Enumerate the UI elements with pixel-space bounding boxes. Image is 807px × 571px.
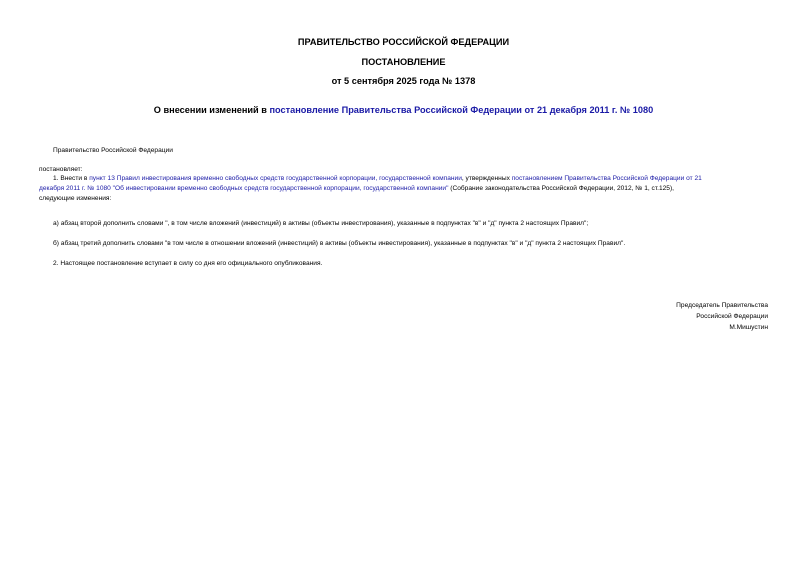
subject-link[interactable]: постановление Правительства Российской Федерации от 21 декабря 2011 г. № 1080	[269, 105, 654, 115]
paragraph-1-lead: 1. Внести в	[53, 175, 90, 182]
paragraph-1-mid: , утвержденных	[461, 175, 512, 182]
government-name: Правительство Российской Федерации	[53, 147, 173, 154]
paragraph-1-line-3: следующие изменения:	[39, 195, 112, 202]
paragraph-1	[39, 174, 767, 204]
rules-item-13-link[interactable]: пункт 13 Правил инвестирования временно свободных средств государственной корпорации, государственной компании	[89, 175, 462, 182]
date-number-heading: от 5 сентября 2025 года № 1378	[331, 76, 476, 86]
resolution-1080-link-part-2[interactable]: декабря 2011 г. № 1080 "Об инвестировании временно свободных средств государственной корпорации, государственной компании"	[39, 185, 449, 192]
paragraph-1-line-2	[39, 184, 767, 194]
subject-prefix: О внесении изменений в	[153, 105, 270, 115]
resolves-word: постановляет:	[39, 166, 83, 173]
paragraph-1-line-1	[39, 174, 767, 184]
issuer-heading: ПРАВИТЕЛЬСТВО РОССИЙСКОЙ ФЕДЕРАЦИИ	[297, 37, 510, 47]
signature-title-line-2: Российской Федерации	[696, 313, 768, 320]
signatory-name: М.Мишустин	[729, 324, 768, 331]
subitem-a: а) абзац второй дополнить словами ", в том числе вложений (инвестиций) в активы (объекты инвестирования), указанные в подпунктах "в" и "д" пункта 2 настоящих Правил";	[53, 220, 589, 227]
paragraph-2: 2. Настоящее постановление вступает в силу со дня его официального опубликования.	[53, 260, 323, 267]
signature-title-line-1: Председатель Правительства	[676, 302, 768, 309]
paragraph-1-tail: (Собрание законодательства Российской Федерации, 2012, № 1, ст.125),	[448, 185, 674, 192]
document-subject	[0, 104, 807, 116]
resolution-1080-link-part-1[interactable]: постановлением Правительства Российской Федерации от 21	[511, 175, 702, 182]
document-kind-heading: ПОСТАНОВЛЕНИЕ	[361, 57, 446, 67]
subitem-b: б) абзац третий дополнить словами "в том числе в отношении вложений (инвестиций) в активы (объекты инвестирования), указанные в подпунктах "в" и "д" пункта 2 настоящих Правил".	[53, 240, 626, 247]
signature-block	[676, 300, 768, 333]
